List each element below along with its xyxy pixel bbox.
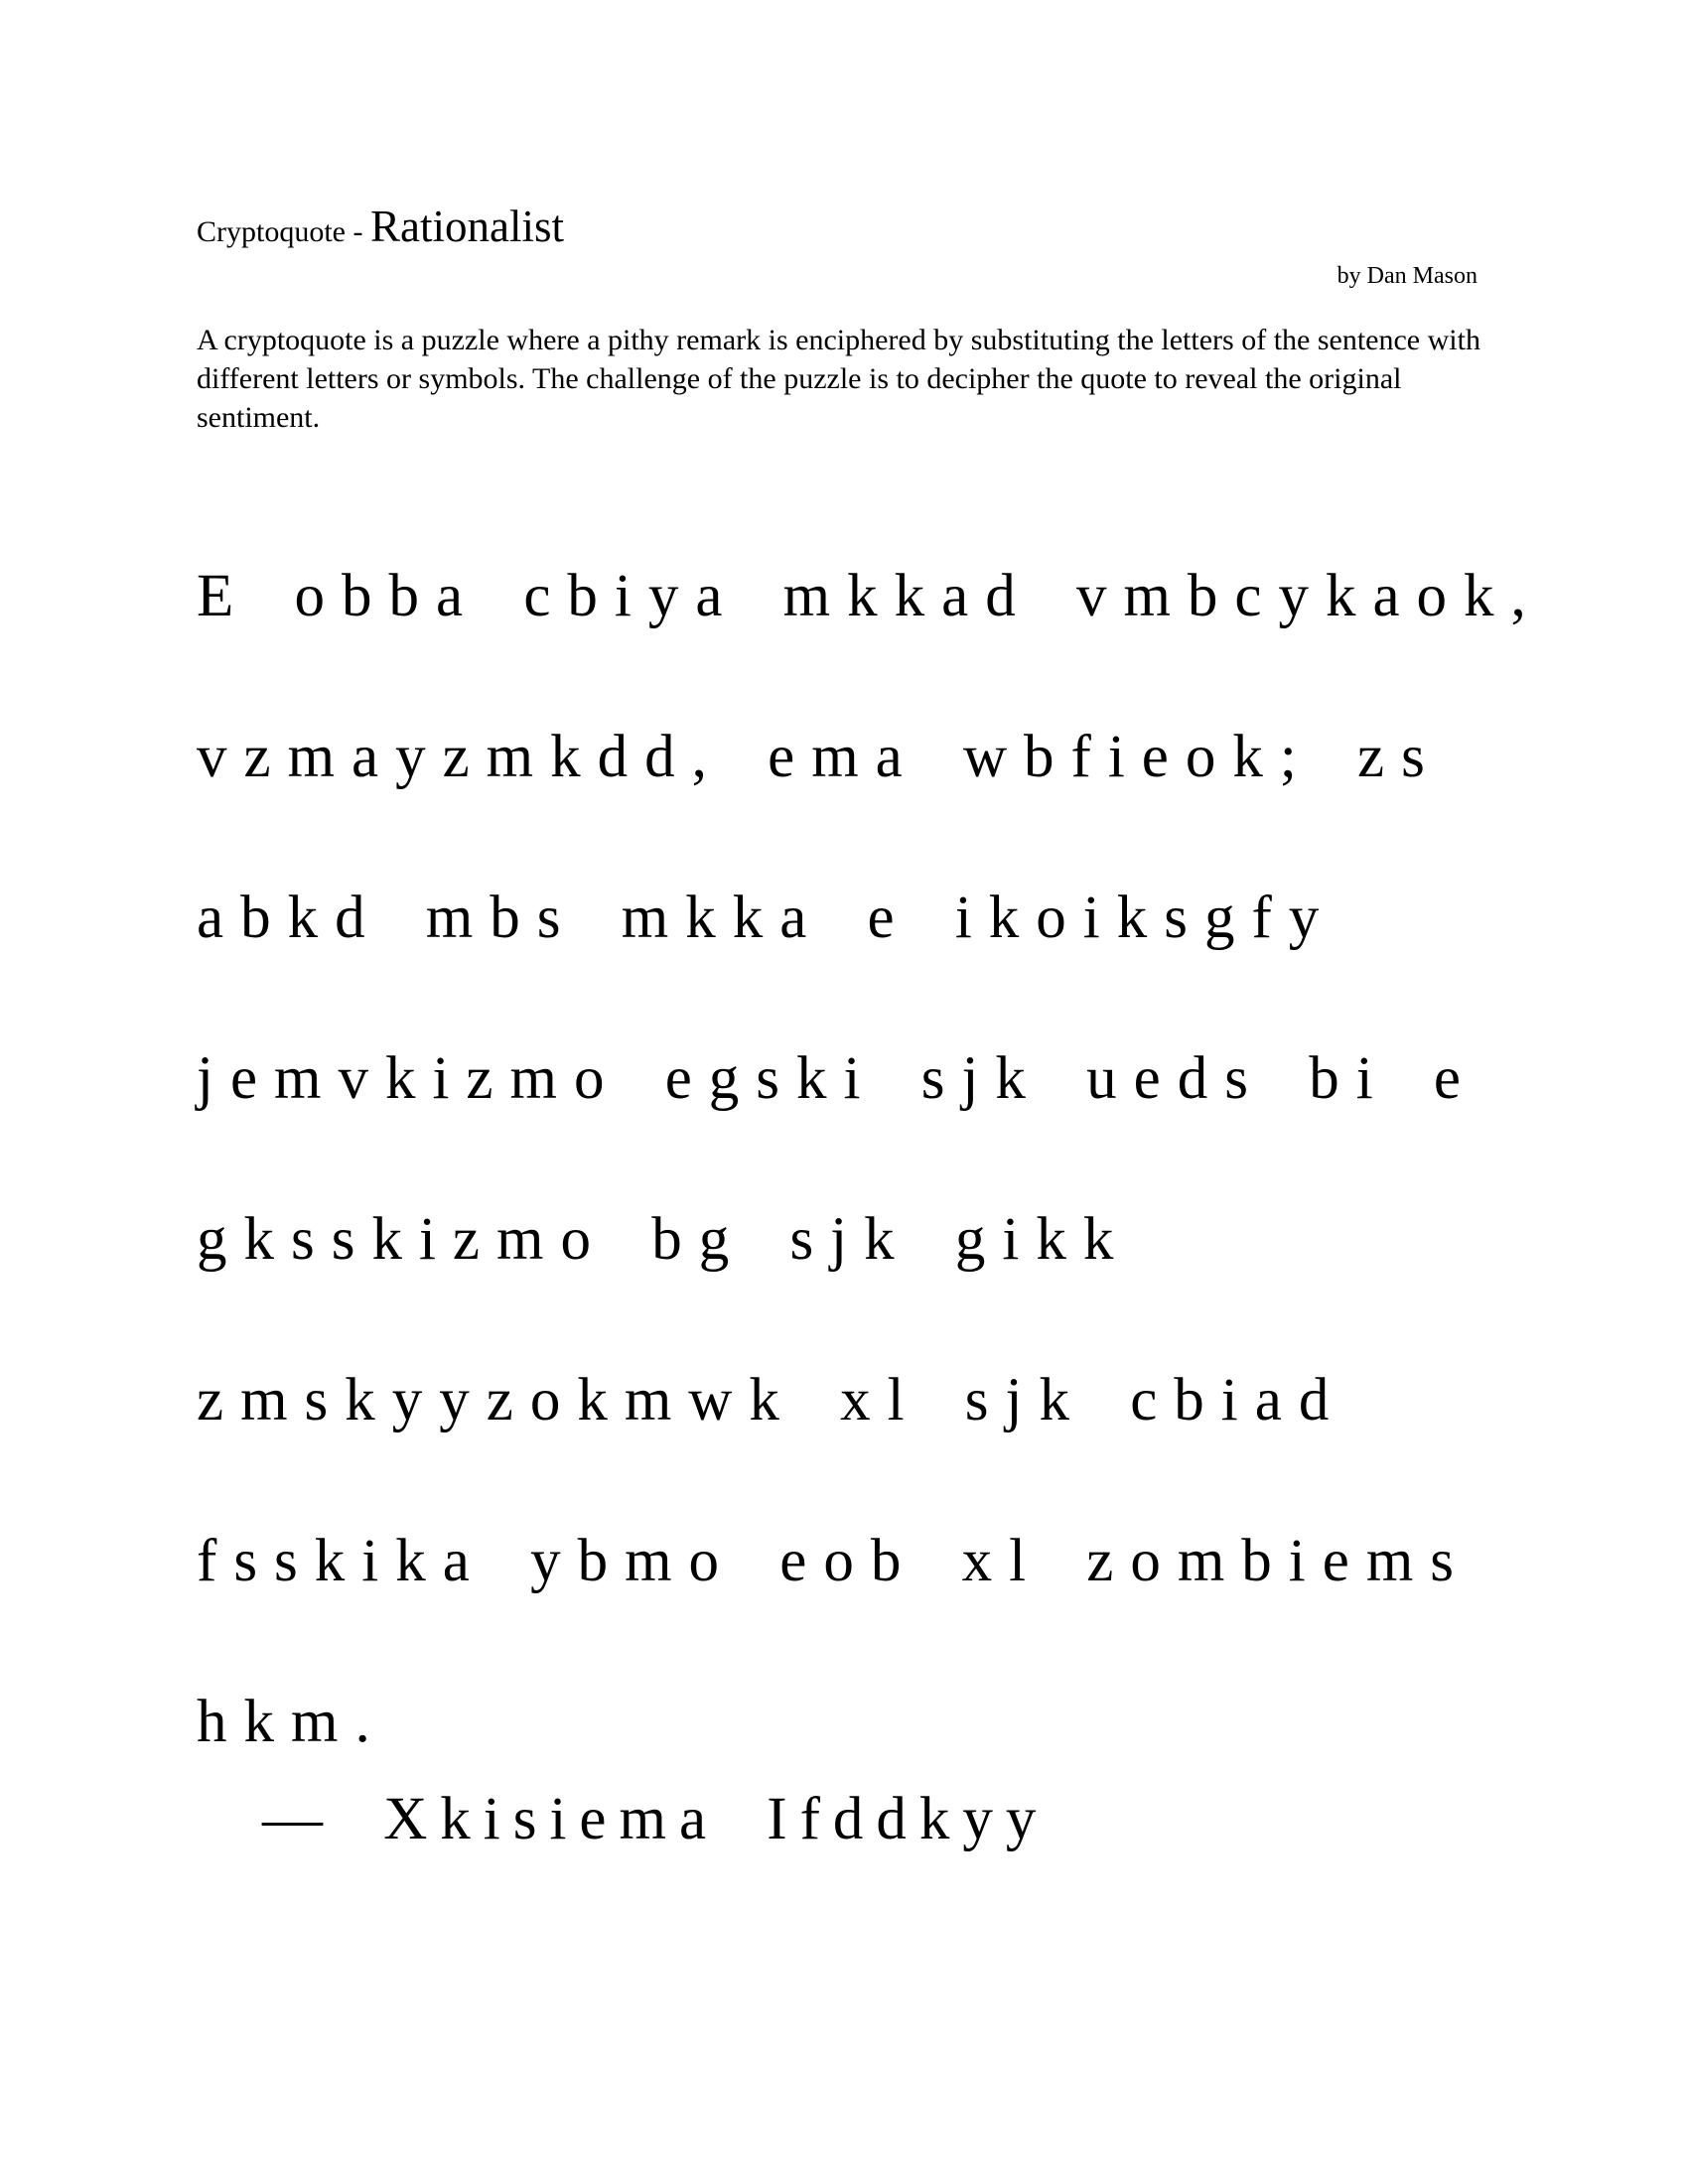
title-line bbox=[197, 202, 564, 251]
author-byline: by Dan Mason bbox=[1336, 263, 1477, 289]
title-prefix: Cryptoquote - bbox=[197, 215, 370, 248]
cipher-line: jemvkizmo egski sjk ueds bi e bbox=[197, 1045, 1477, 1112]
cipher-attribution: — Xkisiema Ifddkyy bbox=[262, 1786, 1050, 1852]
cipher-line: gksskizmo bg sjk gikk bbox=[197, 1206, 1131, 1273]
cipher-text bbox=[197, 516, 1543, 1803]
intro-paragraph: A cryptoquote is a puzzle where a pithy remark is enciphered by substituting the letters of the sentence with different letters or symbols. The challenge of the puzzle is to decipher the quote to reveal the original sentiment. bbox=[197, 324, 1480, 434]
cipher-line: hkm. bbox=[197, 1689, 387, 1755]
cipher-line: E obba cbiya mkkad vmbcykaok, bbox=[197, 563, 1543, 629]
cipher-line: fsskika ybmo eob xl zombiems bbox=[197, 1528, 1472, 1594]
puzzle-title: Rationalist bbox=[369, 202, 564, 251]
cipher-line: vzmayzmkdd, ema wbfieok; zs bbox=[197, 724, 1442, 790]
cipher-line: zmskyyzokmwk xl sjk cbiad bbox=[197, 1367, 1346, 1433]
cipher-line: abkd mbs mkka e ikoiksgfy bbox=[197, 885, 1336, 951]
